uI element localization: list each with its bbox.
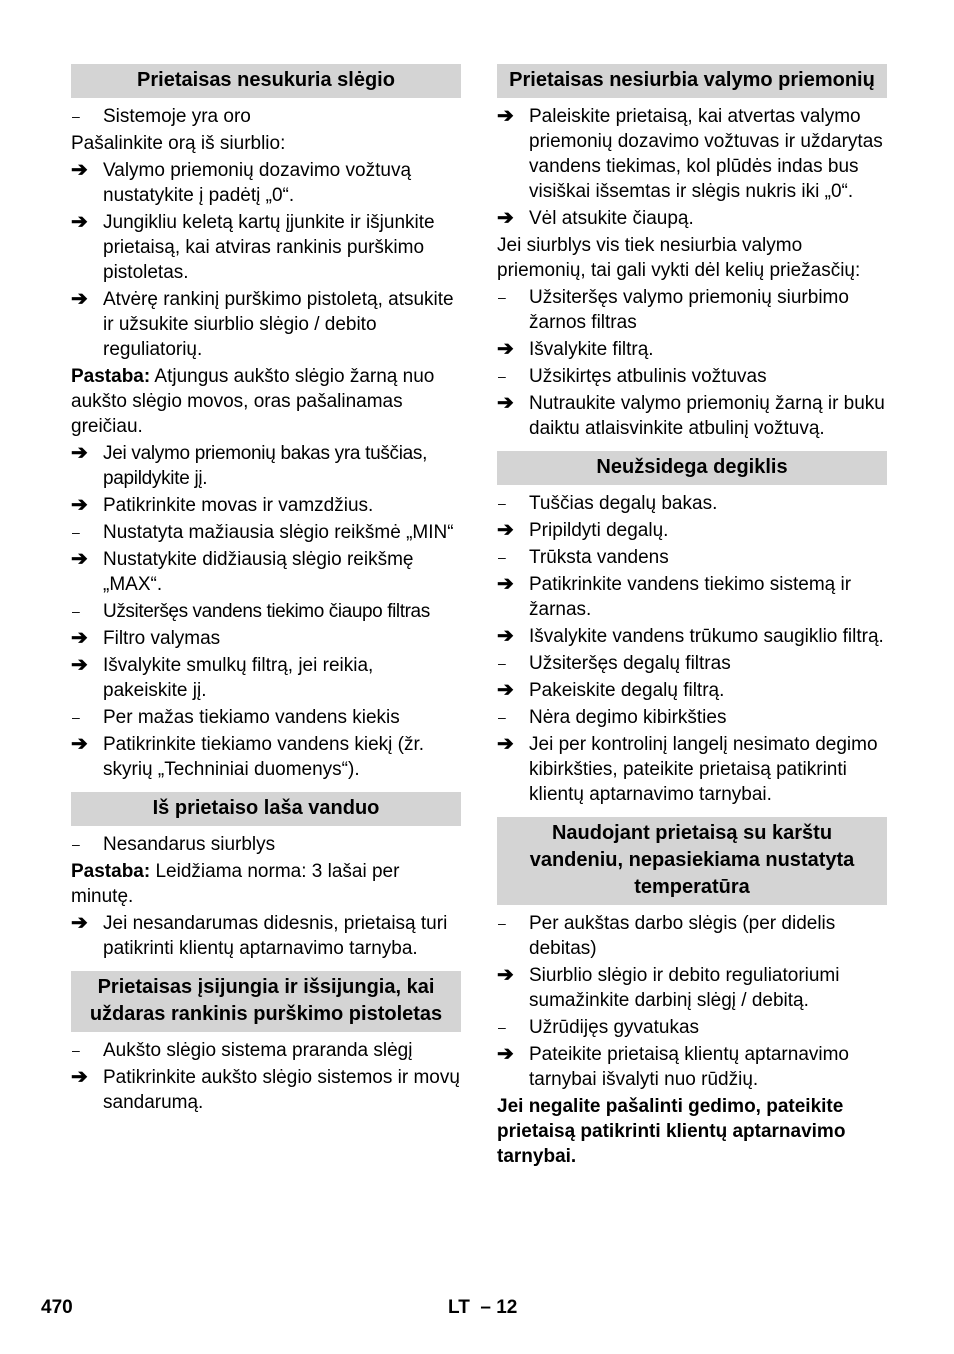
page-number: 470 xyxy=(41,1297,73,1318)
arrow-right-icon: ➔ xyxy=(497,105,514,127)
right-column xyxy=(497,64,887,1169)
list-item: ➔ Pakeiskite degalų filtrą. xyxy=(497,679,725,701)
dash-icon: – xyxy=(72,524,80,540)
arrow-right-icon: ➔ xyxy=(71,654,88,676)
section-title-temperature-not-reached: Naudojant prietaisą su karštu vandeniu, nepasiekiama nustatyta temperatūra xyxy=(497,817,887,905)
section-title-no-detergent: Prietaisas nesiurbia valymo priemonių xyxy=(497,64,887,98)
dash-icon: – xyxy=(498,1019,506,1035)
list-item: – Nėra degimo kibirkšties xyxy=(498,707,727,728)
note-label: Pastaba: xyxy=(71,861,151,882)
arrow-right-icon: ➔ xyxy=(71,159,88,181)
section-title-no-pressure: Prietaisas nesukuria slėgio xyxy=(71,64,461,98)
arrow-right-icon: ➔ xyxy=(71,912,88,934)
section-title-burner-no-ignite: Neužsidega degiklis xyxy=(497,451,887,485)
list-item: ➔ Nutraukite valymo priemonių žarną ir buku daiktu atlaisvinkite atbulinį vožtuvą. xyxy=(497,392,885,439)
note-label: Pastaba: xyxy=(71,366,151,387)
arrow-right-icon: ➔ xyxy=(497,392,514,414)
arrow-right-icon: ➔ xyxy=(497,1043,514,1065)
arrow-right-icon: ➔ xyxy=(71,494,88,516)
list-item: – Nesandarus siurblys xyxy=(72,834,276,855)
list-item: ➔ Patikrinkite aukšto slėgio sistemos ir movų sandarumą. xyxy=(71,1066,460,1113)
dash-icon: – xyxy=(498,368,506,384)
list-item: ➔ Patikrinkite tiekiamo vandens kiekį (žr. skyrių „Techniniai duomenys“). xyxy=(71,733,425,780)
arrow-right-icon: ➔ xyxy=(497,733,514,755)
dash-icon: – xyxy=(498,655,506,671)
dash-icon: – xyxy=(72,709,80,725)
list-item: – Nustatyta mažiausia slėgio reikšmė „MIN“ xyxy=(72,522,454,543)
dash-icon: – xyxy=(498,549,506,565)
arrow-right-icon: ➔ xyxy=(497,338,514,360)
arrow-right-icon: ➔ xyxy=(497,964,514,986)
arrow-right-icon: ➔ xyxy=(71,211,88,233)
final-note: Jei negalite pašalinti gedimo, pateikite prietaisą patikrinti klientų aptarnavimo tarnybai. xyxy=(497,1096,846,1167)
dash-icon: – xyxy=(498,495,506,511)
list-item: ➔ Patikrinkite vandens tiekimo sistemą ir žarnas. xyxy=(497,573,852,620)
list-item: – Per mažas tiekiamo vandens kiekis xyxy=(72,707,400,728)
section-title-switches-on-off: Prietaisas įsijungia ir išsijungia, kai uždaras rankinis purškimo pistoletas xyxy=(71,971,461,1032)
list-item: ➔ Nustatykite didžiausią slėgio reikšmę „MAX“. xyxy=(71,548,414,595)
arrow-right-icon: ➔ xyxy=(71,627,88,649)
list-item: ➔ Pateikite prietaisą klientų aptarnavimo tarnybai išvalyti nuo rūdžių. xyxy=(497,1043,850,1090)
dash-icon: – xyxy=(72,836,80,852)
arrow-right-icon: ➔ xyxy=(497,679,514,701)
note: Pastaba: Leidžiama norma: 3 lašai per minutę. xyxy=(71,861,400,907)
list-item: ➔ Paleiskite prietaisą, kai atvertas valymo priemonių dozavimo vožtuvas ir uždarytas vandens tiekimas, kol plūdės indas bus visiškai išsemtas ir slėgis nukris iki „0“. xyxy=(497,105,883,202)
list-item: – Užsikirtęs atbulinis vožtuvas xyxy=(498,366,767,387)
list-item: ➔ Jei per kontrolinį langelį nesimato degimo kibirkšties, pateikite prietaisą patikrinti klientų aptarnavimo tarnybai. xyxy=(497,733,878,805)
list-item: ➔ Išvalykite smulkų filtrą, jei reikia, pakeiskite jį. xyxy=(71,654,374,701)
dash-icon: – xyxy=(498,289,506,305)
list-item: ➔ Filtro valymas xyxy=(71,627,221,649)
paragraph: Pašalinkite orą iš siurblio: xyxy=(71,133,286,154)
arrow-right-icon: ➔ xyxy=(497,207,514,229)
list-item: ➔ Atvėrę rankinį purškimo pistoletą, atsukite ir užsukite siurblio slėgio / debito reguliatorių. xyxy=(71,288,454,360)
list-item: ➔ Jei valymo priemonių bakas yra tuščias, papildykite jį. xyxy=(71,442,428,489)
list-item: – Užsiteršęs degalų filtras xyxy=(498,653,731,674)
list-item: ➔ Patikrinkite movas ir vamzdžius. xyxy=(71,494,374,516)
list-item: ➔ Siurblio slėgio ir debito reguliatoriumi sumažinkite darbinį slėgį / debitą. xyxy=(497,964,840,1011)
dash-icon: – xyxy=(498,709,506,725)
list-item: ➔ Išvalykite vandens trūkumo saugiklio filtrą. xyxy=(497,625,884,647)
arrow-right-icon: ➔ xyxy=(71,442,88,464)
arrow-right-icon: ➔ xyxy=(71,1066,88,1088)
note: Pastaba: Atjungus aukšto slėgio žarną nuo aukšto slėgio movos, oras pašalinamas greičiau. xyxy=(71,366,435,437)
list-item: – Užsiteršęs valymo priemonių siurbimo žarnos filtras xyxy=(498,287,849,333)
arrow-right-icon: ➔ xyxy=(71,733,88,755)
list-item: ➔ Valymo priemonių dozavimo vožtuvą nustatykite į padėtį „0“. xyxy=(71,159,412,206)
list-item: – Užsiteršęs vandens tiekimo čiaupo filtras xyxy=(72,601,430,622)
paragraph: Jei siurblys vis tiek nesiurbia valymo priemonių, tai gali vykti dėl kelių priežasčių: xyxy=(497,235,861,281)
dash-icon: – xyxy=(72,1042,80,1058)
arrow-right-icon: ➔ xyxy=(71,288,88,310)
list-item: ➔ Vėl atsukite čiaupą. xyxy=(497,207,694,229)
arrow-right-icon: ➔ xyxy=(497,519,514,541)
list-item: ➔ Jei nesandarumas didesnis, prietaisą turi patikrinti klientų aptarnavimo tarnyba. xyxy=(71,912,448,959)
left-column xyxy=(71,64,461,1117)
list-item: ➔ Jungikliu keletą kartų įjunkite ir išjunkite prietaisą, kai atviras rankinis purškimo pistoletas. xyxy=(71,211,435,283)
arrow-right-icon: ➔ xyxy=(497,625,514,647)
dash-icon: – xyxy=(72,603,80,619)
list-item: – Tuščias degalų bakas. xyxy=(498,493,718,514)
arrow-right-icon: ➔ xyxy=(71,548,88,570)
list-item: – Sistemoje yra oro xyxy=(72,106,251,127)
list-item: ➔ Pripildyti degalų. xyxy=(497,519,669,541)
language-page-label: LT – 12 xyxy=(448,1297,518,1318)
section-title-water-dripping: Iš prietaiso laša vanduo xyxy=(71,792,461,826)
dash-icon: – xyxy=(72,108,80,124)
list-item: – Per aukštas darbo slėgis (per didelis debitas) xyxy=(498,913,836,959)
arrow-right-icon: ➔ xyxy=(497,573,514,595)
list-item: – Aukšto slėgio sistema praranda slėgį xyxy=(72,1040,413,1061)
list-item: – Užrūdijęs gyvatukas xyxy=(498,1017,700,1038)
dash-icon: – xyxy=(498,915,506,931)
list-item: – Trūksta vandens xyxy=(498,547,669,568)
list-item: ➔ Išvalykite filtrą. xyxy=(497,338,654,360)
